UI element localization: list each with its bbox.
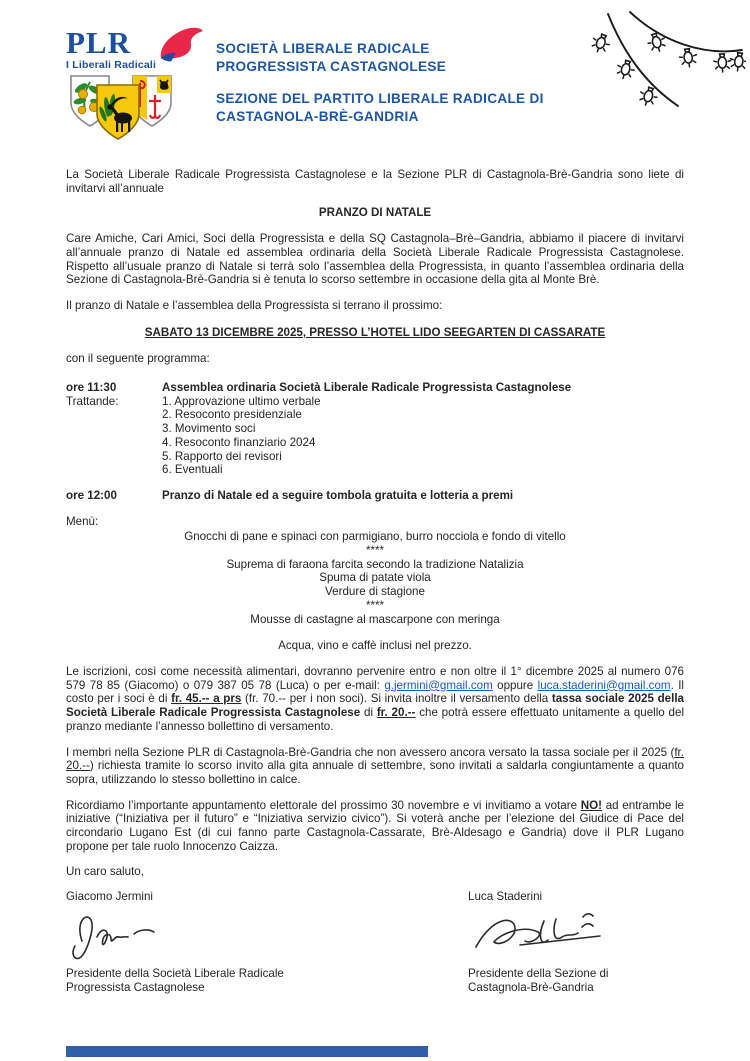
intro-paragraph: La Società Liberale Radicale Progressista Castagnolese e la Sezione PLR di Castagnola-Brè-Gandria sono liete di invitarvi all’annuale xyxy=(66,168,684,195)
plr-flame-icon xyxy=(158,26,204,66)
signer-role-left-2: Progressista Castagnolese xyxy=(66,980,205,994)
trattande-label: Trattande: xyxy=(66,394,119,408)
menu-course: Verdure di stagione xyxy=(325,585,425,599)
signature-scribble-luca-icon xyxy=(468,907,638,963)
signer-role-left-1: Presidente della Società Liberale Radicale xyxy=(66,966,284,980)
program-time-2: ore 12:00 xyxy=(66,488,117,502)
text-run: fr. 20.-- xyxy=(376,706,416,720)
text-run: . Il costo per i soci è di xyxy=(66,678,685,706)
letterhead-org-block xyxy=(216,28,544,125)
signatures-block xyxy=(66,890,684,995)
text-run: (fr. 70.-- per i non soci). Si invita inoltre il versamento della xyxy=(241,692,552,706)
signature-right xyxy=(468,890,684,995)
membri-paragraph xyxy=(66,746,684,787)
section-line2: CASTAGNOLA-BRÈ-GANDRIA xyxy=(216,108,419,124)
text-run: ) richiesta tramite lo scorso invito alla gita annuale di settembre, sono invitati a saldarla congiuntamente a quanto sopra, utilizzando lo stesso bollettino in calce. xyxy=(66,759,684,786)
elezioni-paragraph xyxy=(66,799,684,854)
trattande-item: 3. Movimento soci xyxy=(162,422,256,436)
trattande-item: 6. Eventuali xyxy=(162,463,223,477)
letter-body xyxy=(66,168,684,995)
menu-courses xyxy=(66,530,684,626)
menu-course: Gnocchi di pane e spinaci con parmigiano, burro nocciola e fondo di vitello xyxy=(184,530,566,544)
org-line1: SOCIETÀ LIBERALE RADICALE xyxy=(216,41,430,56)
event-title: PRANZO DI NATALE xyxy=(318,206,432,220)
text-run: che potrà essere effettuato unitamente a quello del pranzo mediante l’annesso bollettino di versamento. xyxy=(66,706,685,733)
trattande-item: 4. Resoconto finanziario 2024 xyxy=(162,435,316,449)
program-time-1: ore 11:30 xyxy=(66,381,117,395)
text-run: ad entrambe le iniziative (“Iniziativa per il futuro” e “Iniziativa servizio civico”). Si voterà anche per l’elezione del Giudice di Pace del circondario Lugano Est (di cui fanno parte Castagnola-Cassarate, Brè-Aldesago e Gandria) dove il PLR Lugano propone per tale ruolo Innocenzo Caizza. xyxy=(66,798,685,853)
program-row-pranzo xyxy=(66,489,684,503)
program-row-assemblea xyxy=(66,381,684,395)
quando-paragraph: Il pranzo di Natale e l’assemblea della Progressista si terrano il prossimo: xyxy=(66,298,443,312)
event-date-line: SABATO 13 DICEMBRE 2025, PRESSO L’HOTEL LIDO SEEGARTEN DI CASSARATE xyxy=(144,325,606,339)
menu-label: Menù: xyxy=(66,514,99,528)
signature-scribble-giacomo-icon xyxy=(66,907,216,963)
coat-of-arms-group xyxy=(68,74,216,144)
trattande-list xyxy=(162,395,684,477)
section-line1: SEZIONE DEL PARTITO LIBERALE RADICALE DI xyxy=(216,91,544,106)
text-run: oppure xyxy=(492,678,538,692)
text-run: fr. 45.-- a prs xyxy=(171,692,242,706)
trattande-item: 5. Rapporto dei revisori xyxy=(162,449,282,463)
plr-tagline: I Liberali Radicali xyxy=(66,59,157,71)
menu-course: **** xyxy=(365,544,385,558)
program-row-trattande xyxy=(66,395,684,477)
org-line2: PROGRESSISTA CASTAGNOLESE xyxy=(216,58,447,74)
menu-course: Mousse di castagne al mascarpone con meringa xyxy=(250,612,500,626)
text-run: Ricordiamo l’importante appuntamento elettorale del prossimo 30 novembre e vi invitiamo a votare xyxy=(66,798,581,812)
plr-wordmark: PLR xyxy=(66,25,131,60)
text-run: Le iscrizioni, così come necessità alimentari, dovranno pervenire entro e non oltre il 1° dicembre 2025 al numero 076 579 78 85 (Giacomo) o 079 387 05 78 (Luca) o per e-mail: xyxy=(66,664,684,692)
menu-note: Acqua, vino e caffè inclusi nel prezzo. xyxy=(278,639,472,653)
menu-course: **** xyxy=(365,598,385,612)
signer-role-right-2: Castagnola-Brè-Gandria xyxy=(468,980,594,994)
email-link[interactable]: g.jermini@gmail.com xyxy=(384,678,493,692)
iscrizioni-paragraph xyxy=(66,665,684,734)
letterhead xyxy=(66,25,684,144)
program-title-1: Assemblea ordinaria Società Liberale Radicale Progressista Castagnolese xyxy=(162,381,572,395)
text-run: di xyxy=(360,706,377,720)
signer-name-right: Luca Staderini xyxy=(468,890,543,904)
text-run: tassa sociale 2025 della Società Liberale Radicale Progressista Castagnolese xyxy=(66,692,684,720)
payment-slip-top-edge xyxy=(66,1046,428,1057)
care-paragraph: Care Amiche, Cari Amici, Soci della Progressista e della SQ Castagnola–Brè–Gandria, abbiamo il piacere di invitarvi all’annuale pranzo di Natale ed assemblea ordinaria della Società Liberale Radicale Progressista Castagnolese. Rispetto all’usuale pranzo di Natale si terrà solo l’assemblea della Progressista, in quanto l’assemblea ordinaria della Sezione di Castagnola-Brè-Gandria si è tenuta lo scorso settembre in occasione della gita al Monte Brè. xyxy=(66,232,684,287)
saluto-line: Un caro saluto, xyxy=(66,865,144,879)
programma-label: con il seguente programma: xyxy=(66,352,210,366)
text-run: NO! xyxy=(580,798,602,812)
trattande-item: 2. Resoconto presidenziale xyxy=(162,408,302,422)
plr-logo xyxy=(66,25,216,144)
text-run: I membri nella Sezione PLR di Castagnola-Brè-Gandria che non avessero ancora versato la tassa sociale per il 2025 ( xyxy=(66,745,675,759)
program-title-2: Pranzo di Natale ed a seguire tombola gratuita e lotteria a premi xyxy=(162,488,514,502)
signer-name-left: Giacomo Jermini xyxy=(66,890,153,904)
signature-left xyxy=(66,890,468,995)
menu-course: Suprema di faraona farcita secondo la tradizione Natalizia xyxy=(226,557,524,571)
signer-role-right-1: Presidente della Sezione di xyxy=(468,966,609,980)
email-link[interactable]: luca.staderini@gmail.com xyxy=(537,678,671,692)
bre-crest-icon xyxy=(94,83,142,141)
trattande-item: 1. Approvazione ultimo verbale xyxy=(162,394,321,408)
menu-course: Spuma di patate viola xyxy=(319,571,431,585)
text-run: fr. 20.-- xyxy=(66,745,684,773)
